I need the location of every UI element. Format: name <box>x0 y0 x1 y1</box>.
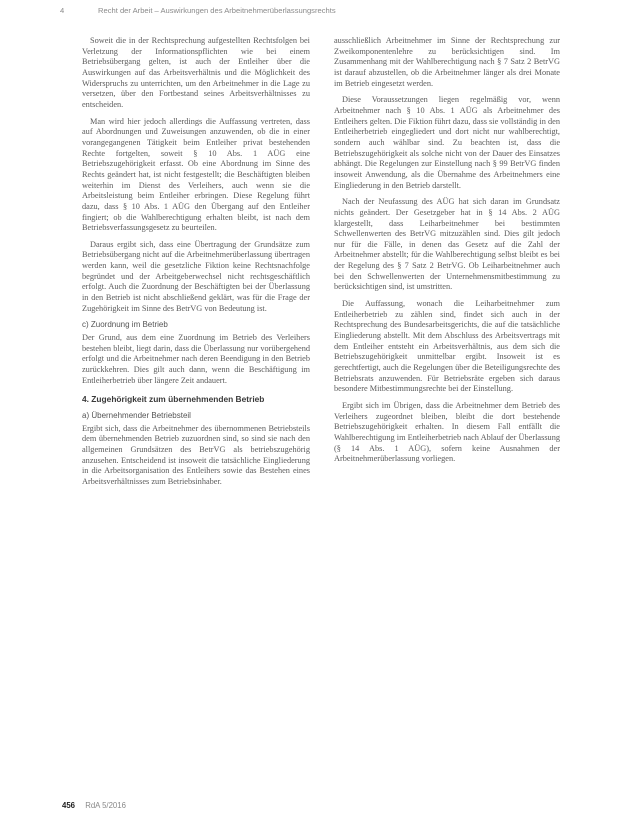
header-page-marker: 4 <box>60 6 65 15</box>
paragraph: Die Auffassung, wonach die Leiharbeitnehmer zum Entleiherbetrieb zu zählen sind, findet sich auch in der Rechtsprechung des Bundesarbeitsgerichts, die auf die tatsächliche Eingliederung abstellt. Mit dem Abschluss des Arbeitsvertrags mit dem Entleiher entsteht ein Arbeitsverhältnis, aus dem sich die Betriebszugehörigkeit unmittelbar ergibt. Insoweit ist es gerechtfertigt, auch die Regelungen über die Beteiligungsrechte des Betriebsrats anzuwenden. Für Betriebsräte ergeben sich daraus besondere Mitbestimmungsrechte bei der Einstellung. <box>334 299 560 394</box>
paragraph: Soweit die in der Rechtsprechung aufgestellten Rechtsfolgen bei Verletzung der Informationspflichten wie bei einem Betriebsübergang gelten, ist auch der Entleiher über die Auswirkungen auf das Arbeitsverhältnis und die Möglichkeit des Widerspruchs zu unterrichten, um den Arbeitnehmer in die Lage zu versetzen, über den Fortbestand seines Arbeitsverhältnisses zu entscheiden. <box>82 36 310 109</box>
paragraph: Daraus ergibt sich, dass eine Übertragung der Grundsätze zum Betriebsübergang nicht auf die Arbeitnehmerüberlassung übertragen werden kann, weil die gesetzliche Fiktion keine Rechtsnachfolge begründet und der Arbeitgeberwechsel nicht rechtsgeschäftlich erfolgt. Auch die Zuordnung der Beschäftigten bei der Überlassung in den Betrieb ist nicht abschließend geklärt, was für die Frage der Zugehörigkeit im Sinne des BetrVG von Bedeutung ist. <box>82 239 310 313</box>
page-footer <box>62 801 126 810</box>
paragraph: Nach der Neufassung des AÜG hat sich daran im Grundsatz nichts geändert. Der Gesetzgeber hat in § 14 Abs. 2 AÜG klargestellt, dass Leiharbeitnehmer bei bestimmten Schwellenwerten des BetrVG mitzuzählen sind. Dies gilt jedoch nur für die Fälle, in denen das Gesetz auf die Zahl der Arbeitnehmer abstellt; für die Wahlberechtigung selbst bleibt es bei der Regelung des § 7 Satz 2 BetrVG. Ob Leiharbeitnehmer auch bei den Schwellenwerten der Unternehmensmitbestimmung zu berücksichtigen sind, ist umstritten. <box>334 197 560 292</box>
right-column <box>334 36 560 471</box>
section-heading-a: a) Übernehmender Betriebsteil <box>82 411 191 420</box>
header-running-title: Recht der Arbeit – Auswirkungen des Arbeitnehmerüberlassungsrechts <box>98 6 336 15</box>
section-heading-4: 4. Zugehörigkeit zum übernehmenden Betrieb <box>82 394 265 405</box>
section-heading-c: c) Zuordnung im Betrieb <box>82 320 168 330</box>
footer-page-number: 456 <box>62 801 76 810</box>
paragraph: Diese Voraussetzungen liegen regelmäßig vor, wenn Arbeitnehmer nach § 10 Abs. 1 AÜG als Arbeitnehmer des Entleihers gelten. Die Fiktion führt dazu, dass sie vollständig in den Entleiherbetrieb eingegliedert und dort nicht nur wahlberechtigt, sondern auch wählbar sind. Zu beachten ist, dass die Betriebszugehörigkeit als solche nicht von der Dauer des Einsatzes abhängt. Die Regelungen zur Einstellung nach § 99 BetrVG finden insoweit Anwendung, als die Übernahme des Arbeitnehmers eine Eingliederung in den Betrieb darstellt. <box>334 95 560 190</box>
paragraph: Man wird hier jedoch allerdings die Auffassung vertreten, dass auf Abordnungen und Zuweisungen anzuwenden, ob die in einer vorangegangenen Tätigkeit beim Entleiher privat bestehenden Rechte fortgelten, soweit § 10 Abs. 1 AÜG eine Betriebszugehörigkeit erfasst. Ob eine Abordnung im Sinne des Rechts geändert hat, ist nicht festgestellt; die Beschäftigten bleiben weiterhin im Dienst des Verleihers, auch wenn sie die Arbeitsleistung beim Entleiher erbringen. Diese Regelung führt dazu, dass § 10 Abs. 1 AÜG den Übergang auf den Entleiher fingiert; ob die Wahlberechtigung erhalten bleibt, ist nach dem Betriebsverfassungsgesetz zu beurteilen. <box>82 116 310 233</box>
footer-issue: RdA 5/2016 <box>85 801 126 810</box>
paragraph: ausschließlich Arbeitnehmer im Sinne der Rechtsprechung zur Zweikomponentenlehre zu berücksichtigen sind. Im Zusammenhang mit der Wahlberechtigung nach § 7 Satz 2 BetrVG ist darauf abzustellen, ob die Arbeitnehmer länger als drei Monate im Betrieb eingesetzt werden. <box>334 36 560 88</box>
paragraph: Der Grund, aus dem eine Zuordnung im Betrieb des Verleihers bestehen bleibt, liegt darin, dass die Überlassung nur vorübergehend erfolgt und die Arbeitnehmer nach deren Beendigung in den Betrieb zurückkehren. Dies gilt auch dann, wenn die Beschäftigung im Entleiherbetrieb über längere Zeit andauert. <box>82 333 310 385</box>
paragraph: Ergibt sich, dass die Arbeitnehmer des übernommenen Betriebsteils dem übernehmenden Betrieb zuzuordnen sind, so sind sie nach den allgemeinen Grundsätzen des BetrVG als betriebszugehörig anzusehen. Entscheidend ist insoweit die tatsächliche Eingliederung in die Arbeitsorganisation des Entleihers sowie das Bestehen eines Arbeitsverhältnisses zum Betriebsinhaber. <box>82 423 310 486</box>
running-header <box>60 6 580 20</box>
paragraph: Ergibt sich im Übrigen, dass die Arbeitnehmer dem Betrieb des Verleihers zugeordnet bleiben, bleibt die dort bestehende Betriebszugehörigkeit erhalten. In diesem Fall entfällt die Wahlberechtigung im Entleiherbetrieb nach Ablauf der Überlassung (§ 14 Abs. 1 AÜG), sofern keine Ausnahmen der Arbeitnehmerüberlassung vorliegen. <box>334 401 560 464</box>
left-column <box>82 36 310 494</box>
